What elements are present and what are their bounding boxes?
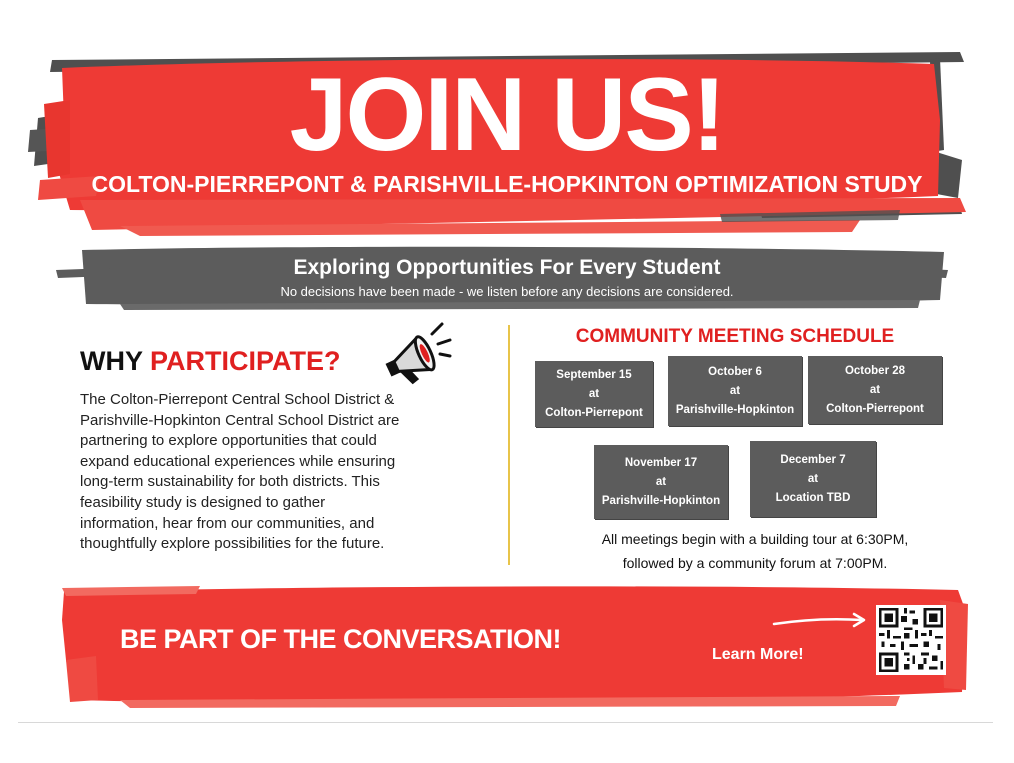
page-divider (18, 722, 993, 723)
study-subtitle: COLTON-PIERREPONT & PARISHVILLE-HOPKINTON OPTIMIZATION STUDY (91, 171, 923, 197)
meeting-at: at (588, 387, 600, 400)
schedule-note-line1: All meetings begin with a building tour at 6:30PM, (601, 531, 909, 547)
why-body-line: feasibility study is designed to gather (80, 493, 326, 511)
cta-heading: BE PART OF THE CONVERSATION! (120, 624, 562, 654)
meeting-date: October 6 (708, 365, 762, 378)
meeting-location: Parishville-Hopkinton (601, 494, 721, 507)
meeting-date: September 15 (556, 368, 632, 381)
meeting-date: December 7 (780, 453, 846, 466)
banner-note: No decisions have been made - we listen before any decisions are considered. (280, 284, 734, 299)
meeting-at: at (729, 384, 741, 397)
why-body-line: thoughtfully explore possibilities for the future. (80, 535, 385, 553)
why-body-line: Parishville-Hopkinton Central School District are (80, 411, 400, 429)
meeting-at: at (655, 475, 667, 488)
why-body-line: long-term sustainability for both districts. This (80, 473, 380, 491)
meeting-at: at (869, 383, 881, 396)
meeting-location: Parishville-Hopkinton (675, 403, 795, 416)
learn-more-link[interactable]: Learn More! (712, 646, 804, 663)
meeting-date: November 17 (624, 456, 698, 469)
why-body-line: The Colton-Pierrepont Central School District & (80, 391, 395, 408)
meeting-location: Location TBD (775, 491, 851, 504)
why-body-line: information, hear from our communities, and (80, 514, 375, 532)
meeting-location: Colton-Pierrepont (545, 406, 643, 419)
why-heading-red: PARTICIPATE? (150, 346, 341, 376)
schedule-note-line2: followed by a community forum at 7:00PM. (622, 555, 888, 571)
why-body-line: partnering to explore opportunities that could (80, 432, 377, 450)
meeting-at: at (807, 472, 819, 485)
qr-code-icon[interactable] (876, 605, 946, 675)
schedule-title: COMMUNITY MEETING SCHEDULE (575, 326, 895, 347)
why-heading-dark: WHY (80, 346, 151, 376)
why-body-line: expand educational experiences while ensuring (80, 452, 396, 470)
meeting-location: Colton-Pierrepont (826, 402, 924, 415)
page-title: JOIN US! (289, 57, 725, 173)
meeting-date: October 28 (844, 364, 906, 377)
arrow-right-icon (770, 612, 870, 632)
banner-title: Exploring Opportunities For Every Student (293, 256, 721, 279)
